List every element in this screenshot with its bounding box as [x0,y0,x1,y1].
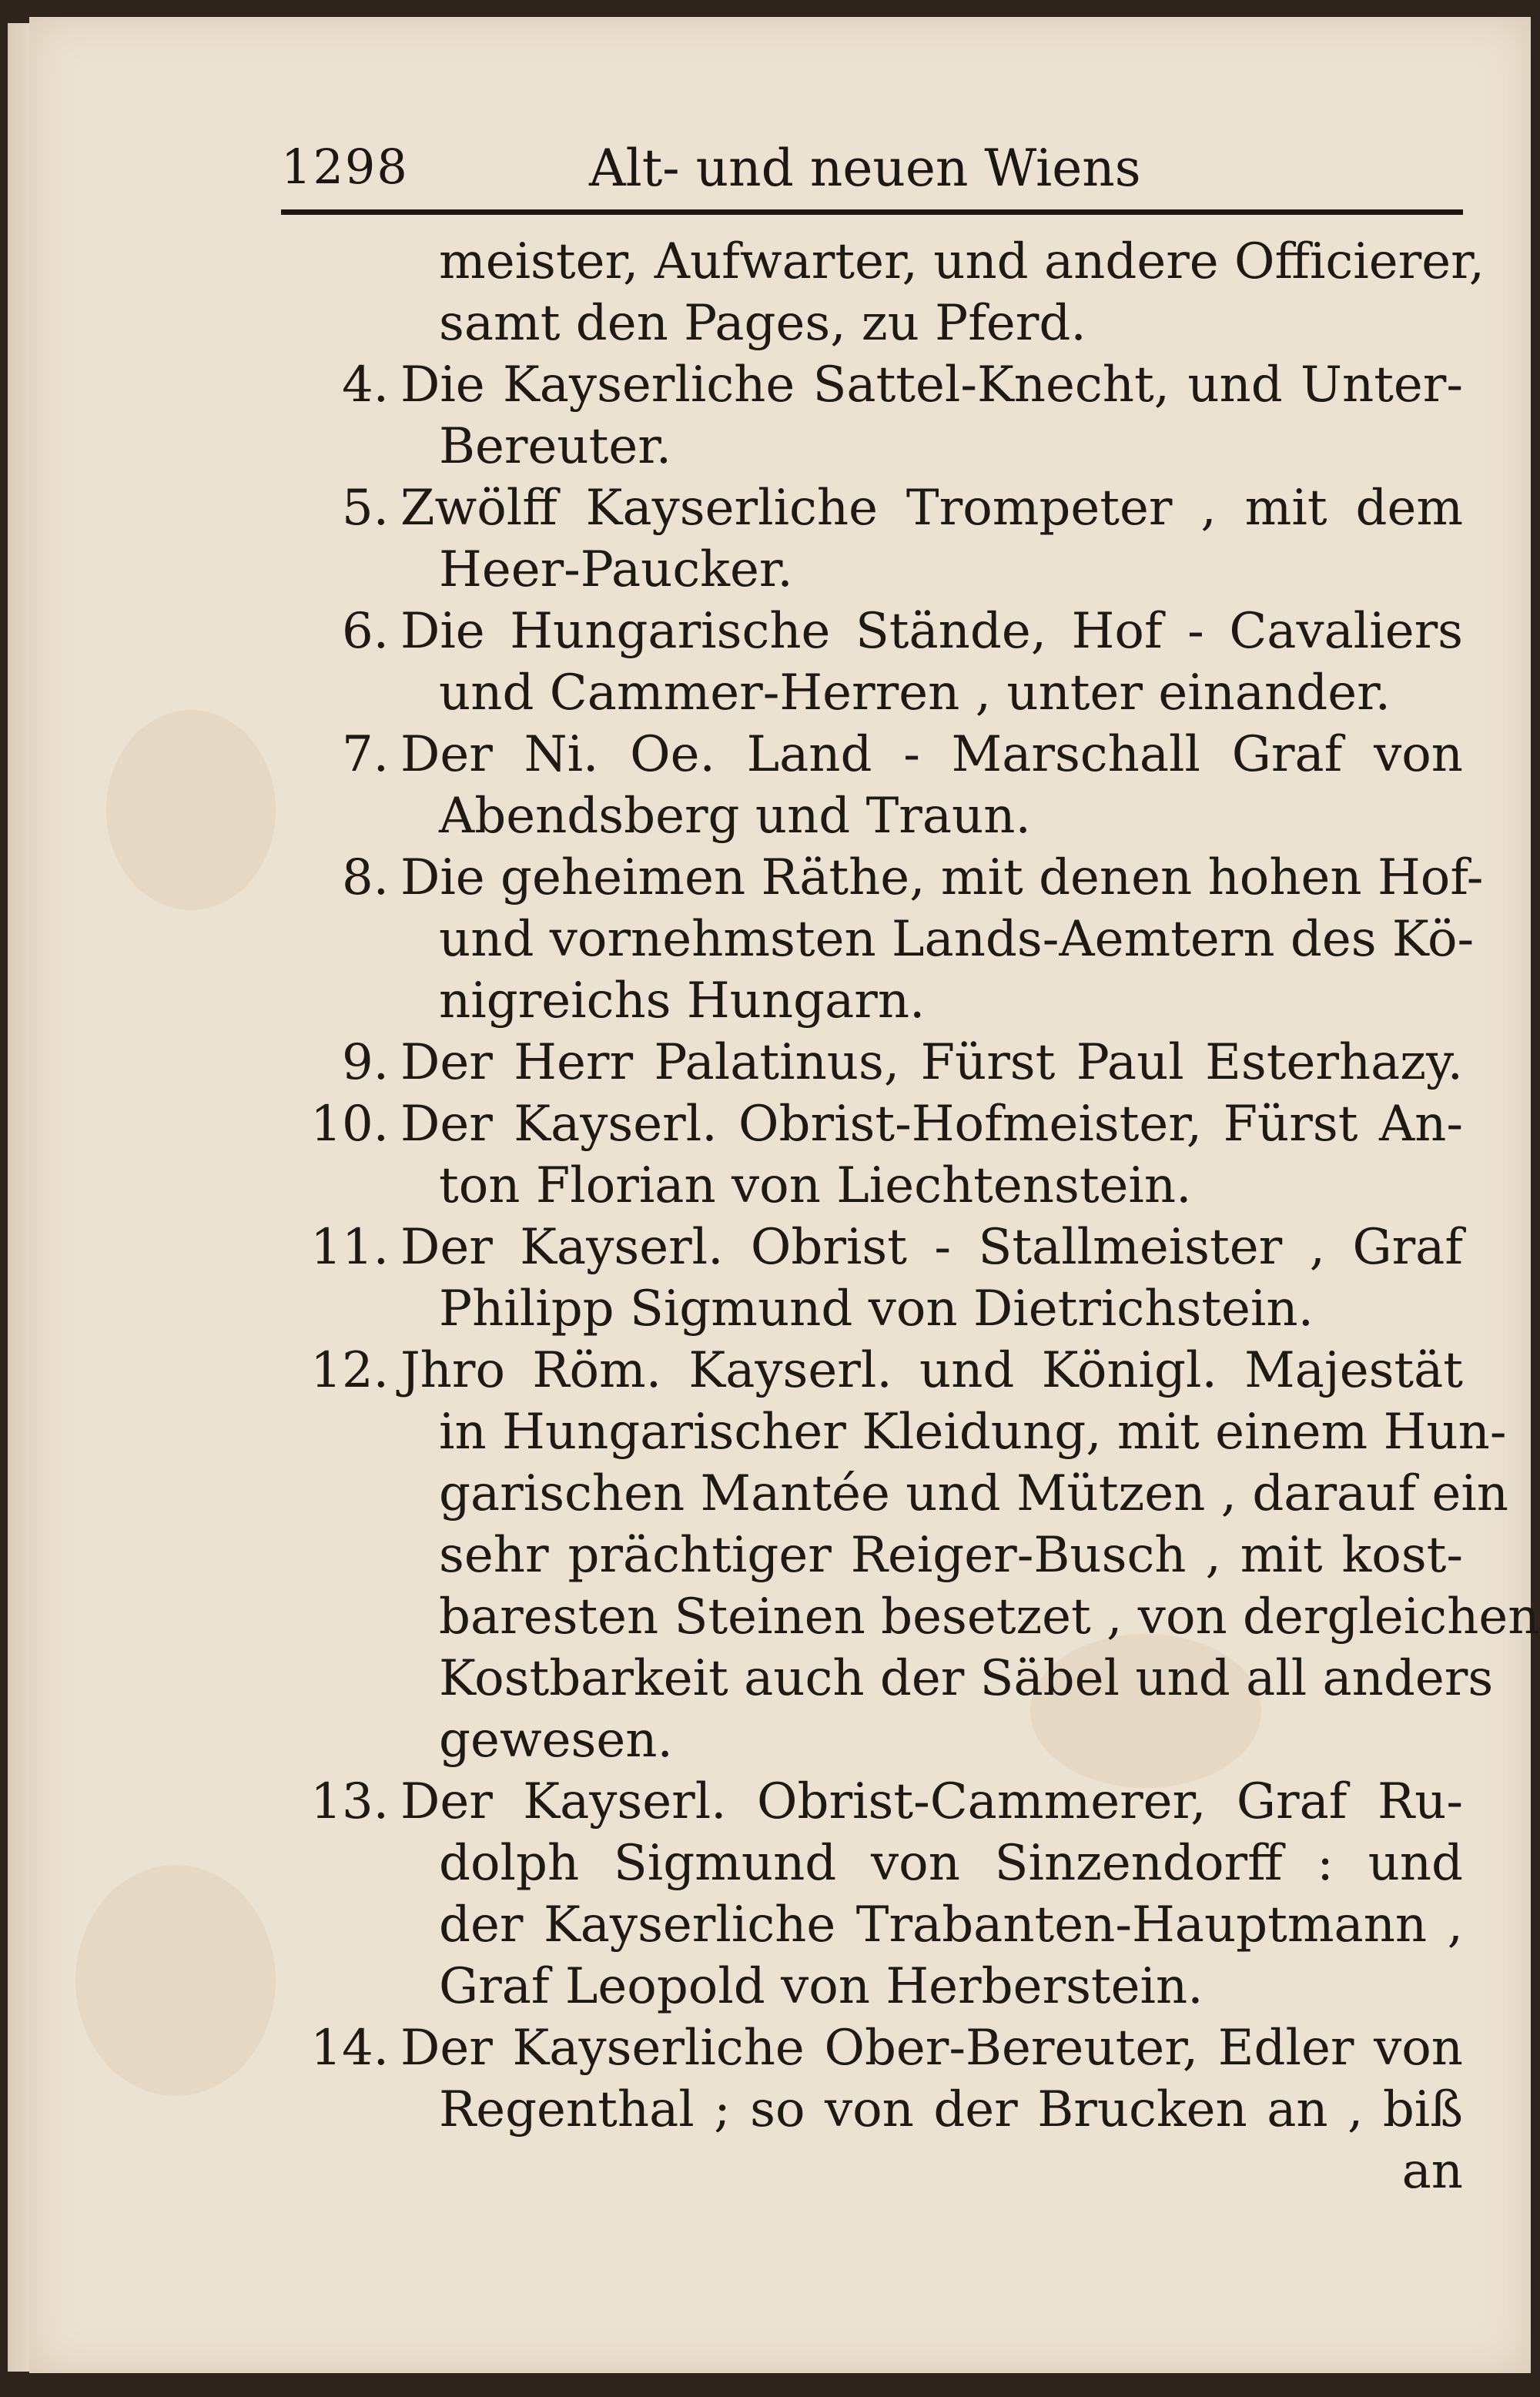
line-text: Graf Leopold von Herberstein. [439,1958,1204,2015]
item-number: 8. [341,849,389,906]
text-line [277,1648,1494,1709]
line-text: Philipp Sigmund von Dietrichstein. [439,1281,1314,1337]
item-number: 13. [310,1773,389,1830]
text-line [277,1093,1463,1155]
line-text: und vornehmsten Lands-Aemtern des Kö- [439,911,1475,968]
text-line [277,1709,1463,1771]
text-line [277,1032,1463,1093]
page-number: 1298 [281,139,409,195]
text-line [277,293,1463,354]
line-text: samt den Pages, zu Pferd. [439,295,1086,352]
text-line [277,601,1463,662]
line-text: Zwölff Kayserliche Trompeter , mit dem [400,480,1463,537]
line-text: sehr prächtiger Reiger-Busch , mit kost- [439,1527,1463,1584]
text-line [277,416,1463,477]
page-header [281,139,1463,231]
text-line [277,477,1463,539]
header-rule [281,209,1463,215]
item-number: 14. [310,2020,389,2077]
item-number: 10. [310,1096,389,1153]
line-text: Der Kayserl. Obrist - Stallmeister , Graf [400,1219,1463,1276]
text-line [277,724,1463,785]
text-line [277,909,1475,970]
line-text: ton Florian von Liechtenstein. [439,1157,1192,1214]
item-number: 5. [341,480,389,537]
text-line [277,1401,1507,1463]
line-text: Der Ni. Oe. Land - Marschall Graf von [400,726,1463,783]
line-text: Der Herr Palatinus, Fürst Paul Esterhazy. [400,1034,1463,1091]
item-number: 7. [341,726,389,783]
text-line [277,662,1463,724]
paper-stain [75,1865,276,2096]
item-number: 4. [341,357,389,413]
line-text: Heer-Paucker. [439,541,793,598]
text-line [277,1278,1463,1340]
item-number: 6. [341,603,389,660]
text-line [277,1525,1463,1586]
line-text: baresten Steinen besetzet , von dergleichen [439,1589,1540,1645]
line-text: der Kayserliche Trabanten-Hauptmann , [439,1897,1463,1953]
text-line [277,1771,1463,1833]
line-text: Die geheimen Räthe, mit denen hohen Hof- [400,849,1484,906]
text-line [277,2017,1463,2079]
text-line [277,1586,1540,1648]
line-text: Regenthal ; so von der Brucken an , biß [439,2081,1463,2138]
line-text: Bereuter. [439,418,672,475]
line-text: in Hungarischer Kleidung, mit einem Hun- [439,1404,1507,1461]
line-text: Der Kayserl. Obrist-Hofmeister, Fürst An- [400,1096,1463,1153]
line-text: garischen Mantée und Mützen , darauf ein [439,1465,1508,1522]
text-line [277,785,1463,847]
line-text: Die Hungarische Stände, Hof - Cavaliers [400,603,1463,660]
paper-stain [106,710,276,910]
text-line [277,847,1484,909]
item-number: 11. [310,1219,389,1276]
line-text: dolph Sigmund von Sinzendorff : und [439,1835,1463,1892]
text-line [277,539,1463,601]
text-line [277,2079,1463,2141]
text-line [277,1155,1463,1217]
item-number: 12. [310,1342,389,1399]
catchword: an [1401,2143,1463,2200]
text-line [277,1217,1463,1278]
line-text: meister, Aufwarter, und andere Officierer, [439,233,1485,290]
text-line [277,1956,1463,2017]
text-line [277,1833,1463,1894]
item-number: 9. [341,1034,389,1091]
line-text: Der Kayserliche Ober-Bereuter, Edler von [400,2020,1463,2077]
catchword-line [277,2141,1463,2202]
text-line [277,231,1485,293]
line-text: und Cammer-Herren , unter einander. [439,665,1391,721]
text-line [277,970,1463,1032]
text-line [277,1340,1463,1401]
line-text: Abendsberg und Traun. [439,788,1031,845]
text-line [277,1894,1463,1956]
line-text: Der Kayserl. Obrist-Cammerer, Graf Ru- [400,1773,1463,1830]
line-text: Kostbarkeit auch der Säbel und all anders [439,1650,1494,1707]
line-text: nigreichs Hungarn. [439,973,926,1029]
text-line [277,1463,1508,1525]
running-title: Alt- und neuen Wiens [589,139,1141,198]
line-text: Die Kayserliche Sattel-Knecht, und Unter- [400,357,1463,413]
line-text: gewesen. [439,1712,673,1769]
text-line [277,354,1463,416]
line-text: Jhro Röm. Kayserl. und Königl. Majestät [400,1342,1463,1399]
